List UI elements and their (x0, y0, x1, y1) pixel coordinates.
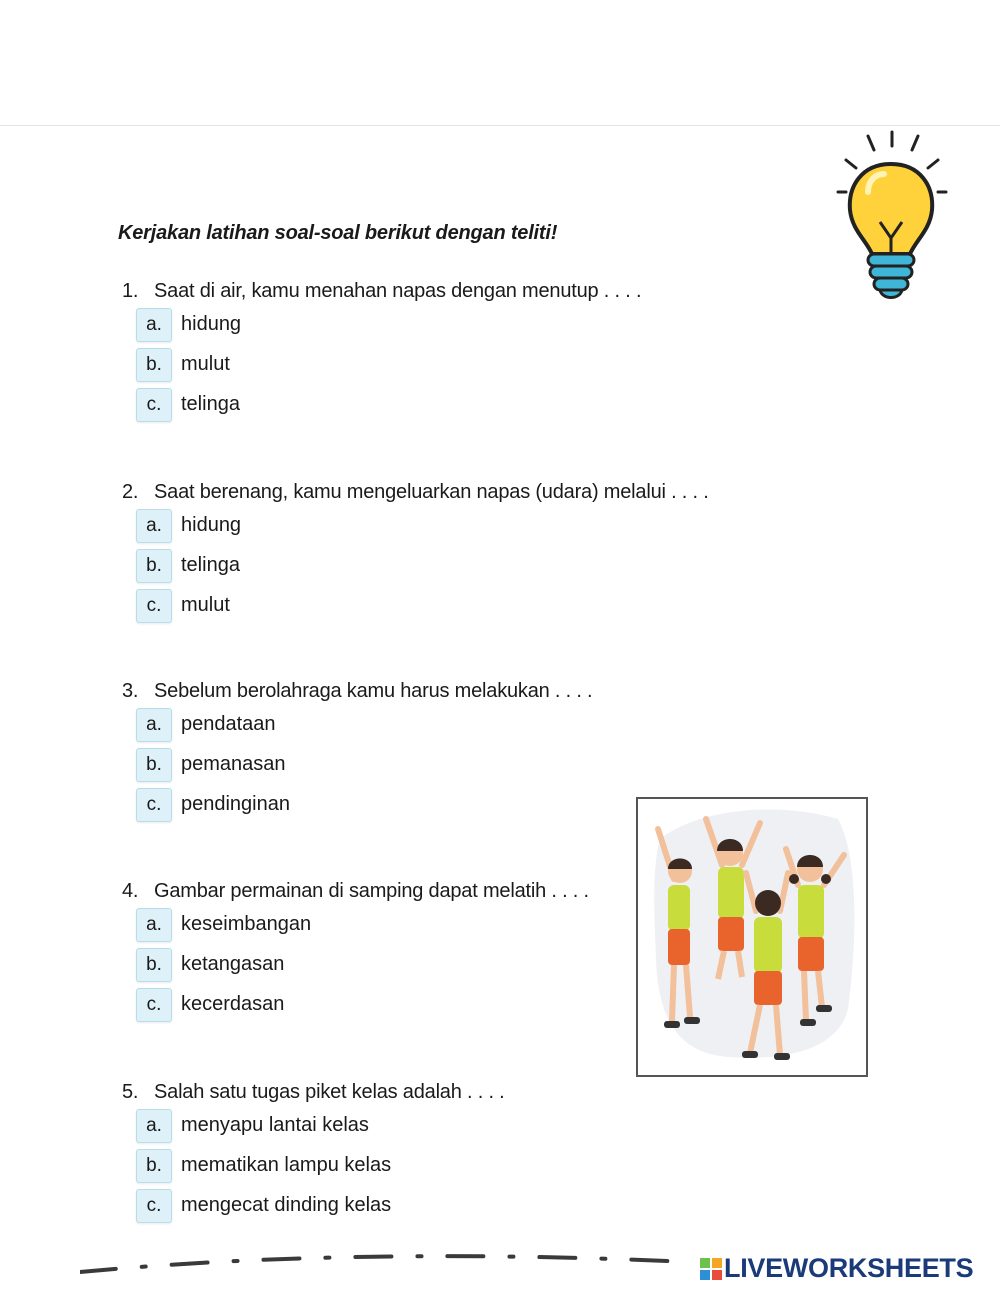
option-letter-box[interactable]: b. (136, 348, 172, 382)
option-text: hidung (181, 514, 242, 536)
option-a[interactable] (122, 305, 641, 345)
option-text: hidung (181, 313, 242, 335)
option-a[interactable] (122, 905, 589, 945)
option-a[interactable] (122, 1106, 505, 1146)
question-3 (122, 677, 592, 825)
option-text: mulut (181, 353, 230, 375)
option-text: mulut (181, 594, 230, 616)
option-a[interactable] (122, 705, 592, 745)
children-playing-image (636, 797, 868, 1077)
option-b[interactable] (122, 1146, 505, 1186)
option-text: mematikan lampu kelas (181, 1154, 392, 1176)
option-letter-box[interactable]: a. (136, 509, 172, 543)
option-letter-box[interactable]: c. (136, 388, 172, 422)
option-letter-box[interactable]: b. (136, 948, 172, 982)
option-c[interactable] (122, 1186, 505, 1226)
question-text: 1. Saat di air, kamu menahan napas dengan menutup . . . . (122, 280, 642, 302)
option-c[interactable] (122, 586, 709, 626)
option-letter-box[interactable]: c. (136, 1189, 172, 1223)
option-b[interactable] (122, 945, 589, 985)
question-1 (122, 277, 641, 425)
option-b[interactable] (122, 745, 592, 785)
option-letter-box[interactable]: a. (136, 908, 172, 942)
option-text: keseimbangan (181, 913, 312, 935)
question-2 (122, 478, 709, 626)
option-c[interactable] (122, 385, 641, 425)
option-text: ketangasan (181, 953, 285, 975)
question-text: 5. Salah satu tugas piket kelas adalah . . . . (122, 1081, 505, 1103)
option-letter-box[interactable]: b. (136, 748, 172, 782)
footer-dashed-decoration (80, 1240, 690, 1280)
option-letter-box[interactable]: c. (136, 988, 172, 1022)
option-letter-box[interactable]: c. (136, 788, 172, 822)
option-b[interactable] (122, 546, 709, 586)
option-b[interactable] (122, 345, 641, 385)
option-text: menyapu lantai kelas (181, 1114, 369, 1136)
children-playing-illustration (638, 799, 866, 1075)
question-text: 2. Saat berenang, kamu mengeluarkan napas (udara) melalui . . . . (122, 481, 709, 503)
lightbulb-icon (832, 130, 950, 315)
top-divider (0, 125, 1000, 126)
option-c[interactable] (122, 785, 592, 825)
option-letter-box[interactable]: a. (136, 708, 172, 742)
option-text: pendinginan (181, 793, 290, 815)
option-c[interactable] (122, 985, 589, 1025)
option-text: pemanasan (181, 753, 286, 775)
brand-name: LIVEWORKSHEETS (724, 1253, 974, 1283)
option-letter-box[interactable]: a. (136, 1109, 172, 1143)
instruction-text: Kerjakan latihan soal-soal berikut dengan teliti! (118, 222, 558, 244)
option-a[interactable] (122, 506, 709, 546)
option-letter-box[interactable]: b. (136, 1149, 172, 1183)
option-text: mengecat dinding kelas (181, 1194, 392, 1216)
option-letter-box[interactable]: c. (136, 589, 172, 623)
option-text: kecerdasan (181, 993, 285, 1015)
option-letter-box[interactable]: b. (136, 549, 172, 583)
option-text: telinga (181, 554, 240, 576)
liveworksheets-logo-icon (700, 1258, 722, 1280)
question-text: 3. Sebelum berolahraga kamu harus melakukan . . . . (122, 680, 593, 702)
question-4 (122, 877, 589, 1025)
liveworksheets-logo (700, 1253, 973, 1284)
question-text: 4. Gambar permainan di samping dapat melatih . . . . (122, 880, 589, 902)
option-text: telinga (181, 393, 240, 415)
option-letter-box[interactable]: a. (136, 308, 172, 342)
option-text: pendataan (181, 713, 276, 735)
question-5 (122, 1078, 505, 1226)
